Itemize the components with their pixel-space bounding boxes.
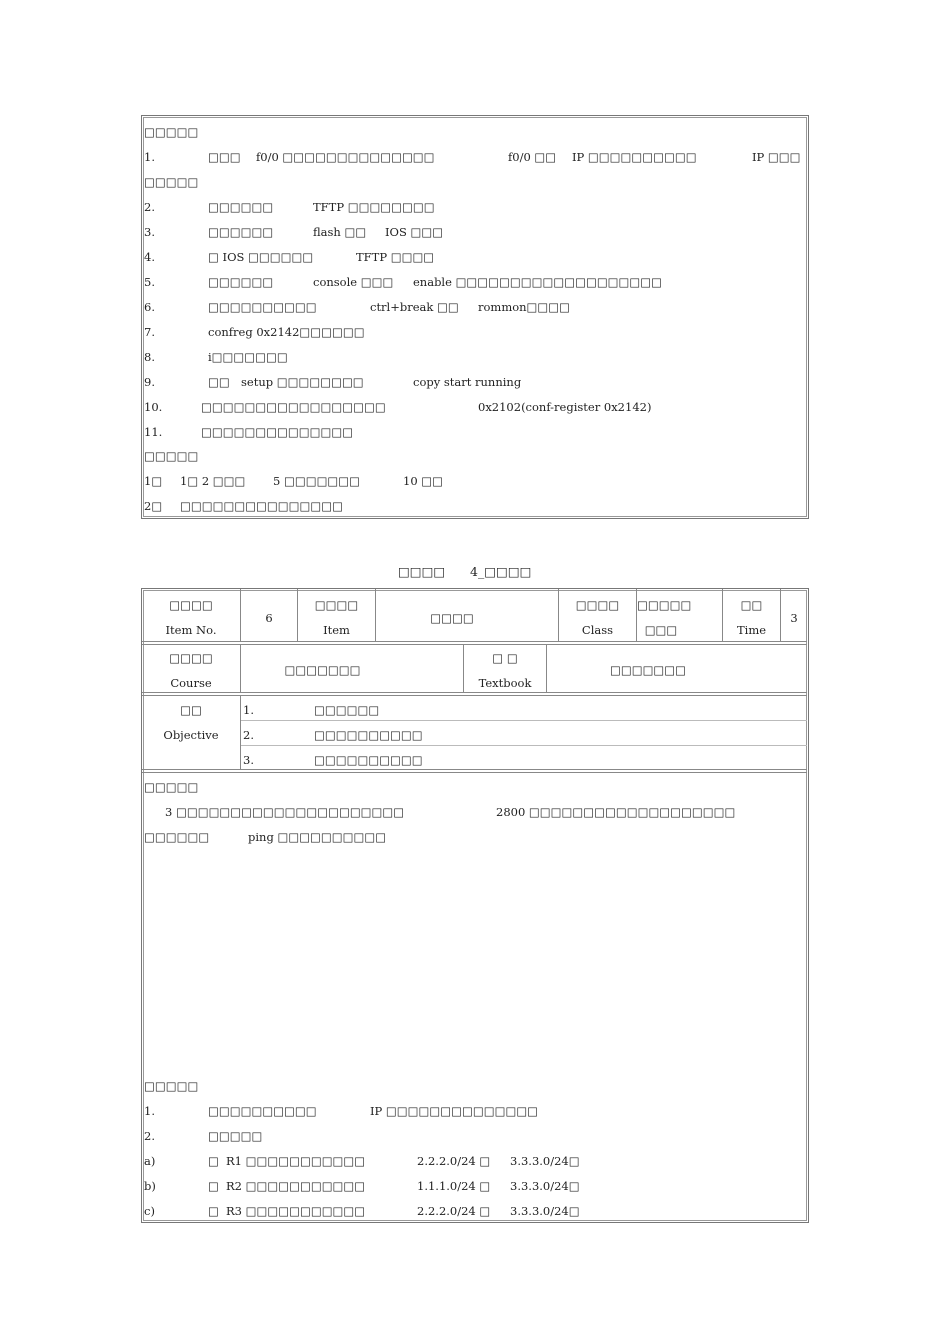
step-number: 1.	[144, 150, 155, 164]
step-text: □□□□□	[208, 1129, 263, 1143]
procedure-heading: □□□□□	[144, 125, 199, 139]
item-value: □□□□	[430, 611, 474, 625]
step-text: □ IOS □□□□□□	[208, 250, 314, 264]
step-text: setup □□□□□□□□	[241, 375, 364, 389]
textbook-value: □□□□□□□	[609, 663, 687, 677]
time-label-en: Time	[736, 623, 767, 637]
requirement-text: 5 □□□□□□□	[273, 474, 361, 488]
item-label-cn: □□□□	[314, 598, 359, 612]
substep-network: 1.1.1.0/24 □	[417, 1179, 491, 1193]
substep-text: □	[208, 1204, 219, 1218]
course-value: □□□□□□□	[284, 663, 361, 677]
substep-text: □	[208, 1179, 219, 1193]
requirements-heading: □□□□□	[144, 449, 199, 463]
class-label-en: Class	[581, 623, 614, 637]
step-text: 0x2102(conf-register 0x2142)	[478, 400, 652, 414]
class-value-line1: □□□□□	[637, 598, 692, 612]
course-label-cn: □□□□	[169, 651, 213, 665]
substep-letter: a)	[144, 1154, 156, 1168]
item-no-label-en: Item No.	[165, 623, 217, 637]
step-number: 4.	[144, 250, 155, 264]
description-heading: □□□□□	[144, 780, 199, 794]
substep-letter: c)	[144, 1204, 155, 1218]
page-title-right: 4_□□□□	[470, 564, 532, 579]
step-text: f0/0 □□	[508, 150, 557, 164]
requirement-text: □□□□□□□□□□□□□□□	[180, 499, 343, 513]
step-number: 10.	[144, 400, 163, 414]
substep-network: 3.3.3.0/24□	[510, 1179, 580, 1193]
item-label-en: Item	[323, 623, 350, 637]
course-label-en: Course	[170, 676, 212, 690]
substep-text: R2 □□□□□□□□□□□	[226, 1179, 366, 1193]
step-number: 2.	[144, 1129, 155, 1143]
step-number: 11.	[144, 425, 163, 439]
description-text: 2800 □□□□□□□□□□□□□□□□□□□	[496, 805, 736, 819]
step-number: 2.	[144, 200, 155, 214]
substep-text: R3 □□□□□□□□□□□	[226, 1204, 366, 1218]
description-text: 3 □□□□□□□□□□□□□□□□□□□□□	[165, 805, 405, 819]
step-text: confreg 0x2142□□□□□□	[208, 325, 365, 339]
step-text: ctrl+break □□	[370, 300, 459, 314]
step-text: □□	[208, 375, 230, 389]
step-text: IP □□□	[752, 150, 801, 164]
textbook-label-cn: □ □	[492, 651, 518, 665]
step-number: 9.	[144, 375, 155, 389]
step-text: IP □□□□□□□□□□	[572, 150, 697, 164]
requirement-text: 10 □□	[403, 474, 444, 488]
step-number: 7.	[144, 325, 155, 339]
step-text: i□□□□□□□	[208, 350, 288, 364]
substep-letter: b)	[144, 1179, 156, 1193]
step-text: rommon□□□□	[478, 300, 571, 314]
item-no-label-cn: □□□□	[169, 598, 213, 612]
step-text: enable □□□□□□□□□□□□□□□□□□□	[413, 275, 663, 289]
step-text: □□□□□□□□□□	[208, 300, 317, 314]
substep-network: 3.3.3.0/24□	[510, 1204, 580, 1218]
objective-number: 1.	[243, 703, 254, 717]
class-label-cn: □□□□	[575, 598, 620, 612]
class-value-line2: □□□	[644, 623, 678, 637]
objective-label-cn: □□	[180, 703, 202, 717]
objective-text: □□□□□□	[314, 703, 380, 717]
objective-label-en: Objective	[163, 728, 219, 742]
substep-network: 2.2.2.0/24 □	[417, 1154, 491, 1168]
step-number: 6.	[144, 300, 155, 314]
step-text: □□□□□□□□□□	[208, 1104, 317, 1118]
step-text: □□□□□□	[208, 200, 274, 214]
step-text: console □□□	[313, 275, 394, 289]
step-wrap-text: □□□□□	[144, 175, 199, 189]
step-text: IP □□□□□□□□□□□□□□	[370, 1104, 539, 1118]
time-label-cn: □□	[740, 598, 763, 612]
objective-number: 3.	[243, 753, 254, 767]
substep-text: □	[208, 1154, 219, 1168]
step-number: 1.	[144, 1104, 155, 1118]
step-text: TFTP □□□□	[356, 250, 435, 264]
steps-heading: □□□□□	[144, 1079, 199, 1093]
procedure-box	[141, 115, 809, 519]
step-text: □□□□□□□□□□□□□□	[201, 425, 354, 439]
textbook-label-en: Textbook	[478, 676, 532, 690]
objective-text: □□□□□□□□□□	[314, 728, 423, 742]
step-text: □□□□□□□□□□□□□□□□□	[201, 400, 386, 414]
step-text: □□□	[208, 150, 241, 164]
step-text: copy start running	[413, 375, 522, 389]
time-value: 3	[790, 611, 798, 625]
requirement-text: 1□ 2 □□□	[180, 474, 246, 488]
step-text: IOS □□□	[385, 225, 444, 239]
step-text: TFTP □□□□□□□□	[313, 200, 435, 214]
description-text: □□□□□□	[144, 830, 210, 844]
step-number: 8.	[144, 350, 155, 364]
step-text: □□□□□□	[208, 275, 274, 289]
requirement-number: 1□	[144, 474, 163, 488]
step-text: □□□□□□	[208, 225, 274, 239]
objective-number: 2.	[243, 728, 254, 742]
substep-network: 3.3.3.0/24□	[510, 1154, 580, 1168]
item-no-value: 6	[265, 611, 273, 625]
substep-network: 2.2.2.0/24 □	[417, 1204, 491, 1218]
requirement-number: 2□	[144, 499, 163, 513]
substep-text: R1 □□□□□□□□□□□	[226, 1154, 366, 1168]
page-title-left: □□□□	[398, 564, 446, 579]
step-number: 5.	[144, 275, 155, 289]
objective-text: □□□□□□□□□□	[314, 753, 423, 767]
description-text: ping □□□□□□□□□□	[248, 830, 387, 844]
step-number: 3.	[144, 225, 155, 239]
step-text: flash □□	[313, 225, 367, 239]
step-text: f0/0 □□□□□□□□□□□□□□	[256, 150, 435, 164]
